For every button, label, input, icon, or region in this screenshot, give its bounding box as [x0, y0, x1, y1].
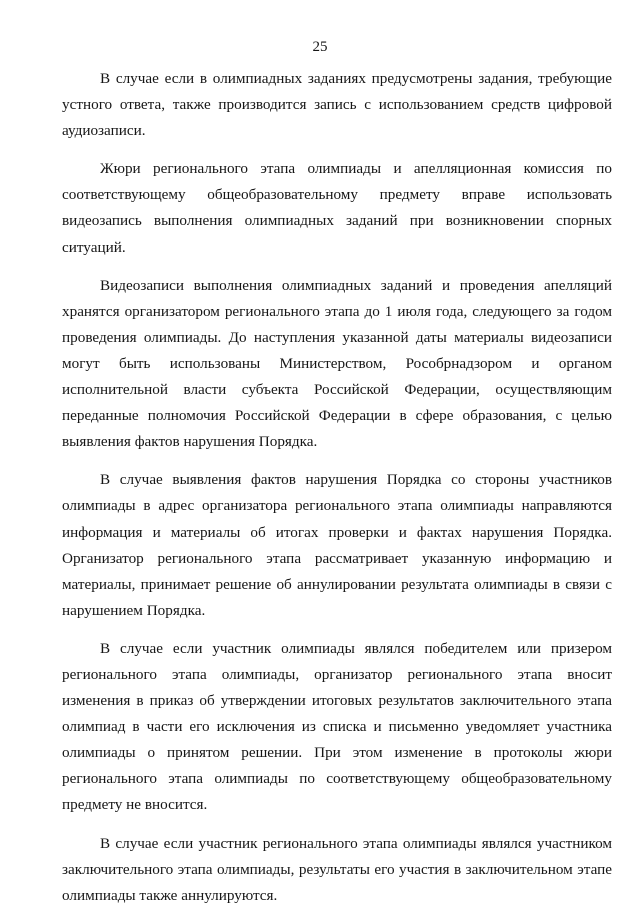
- paragraph-violations: В случае выявления фактов нарушения Порядка со стороны участников олимпиады в адрес организатора регионального этапа олимпиады направляются информация и материалы об итогах проверки и фактах нарушения Порядка. Организатор регионального этапа рассматривает указанную информацию и материалы, принимает решение об аннулировании результата олимпиады в связи с нарушением Порядка.: [62, 471, 612, 619]
- paragraph-audio-recording: В случае если в олимпиадных заданиях предусмотрены задания, требующие устного ответа, также производится запись с использованием средств цифровой аудиозаписи.: [62, 70, 612, 140]
- page-number: 25: [312, 39, 328, 55]
- paragraph-video-recording-use: Жюри регионального этапа олимпиады и апелляционная комиссия по соответствующему общеобразовательному предмету вправе использовать видеозапись выполнения олимпиадных заданий при возникновении спорных ситуаций.: [62, 160, 612, 256]
- document-body: [62, 66, 612, 921]
- paragraph-winner-exclusion: В случае если участник олимпиады являлся победителем или призером регионального этапа олимпиады, организатор регионального этапа вносит изменения в приказ об утверждении итоговых результатов заключительного этапа олимпиад в части его исключения из списка и письменно уведомляет участника олимпиады о принятом решении. При этом изменение в протоколы жюри регионального этапа олимпиады по соответствующему общеобразовательному предмету не вносится.: [62, 639, 612, 814]
- paragraph-final-stage-annulment: В случае если участник регионального этапа олимпиады являлся участником заключительного этапа олимпиады, результаты его участия в заключительном этапе олимпиады также аннулируются.: [62, 834, 612, 904]
- paragraph-video-storage: Видеозаписи выполнения олимпиадных заданий и проведения апелляций хранятся организатором регионального этапа до 1 июля года, следующего за годом проведения олимпиады. До наступления указанной даты материалы видеозаписи могут быть использованы Министерством, Рособрнадзором и органом исполнительной власти субъекта Российской Федерации, осуществляющим переданные полномочия Российской Федерации в сфере образования, с целью выявления фактов нарушения Порядка.: [62, 276, 612, 451]
